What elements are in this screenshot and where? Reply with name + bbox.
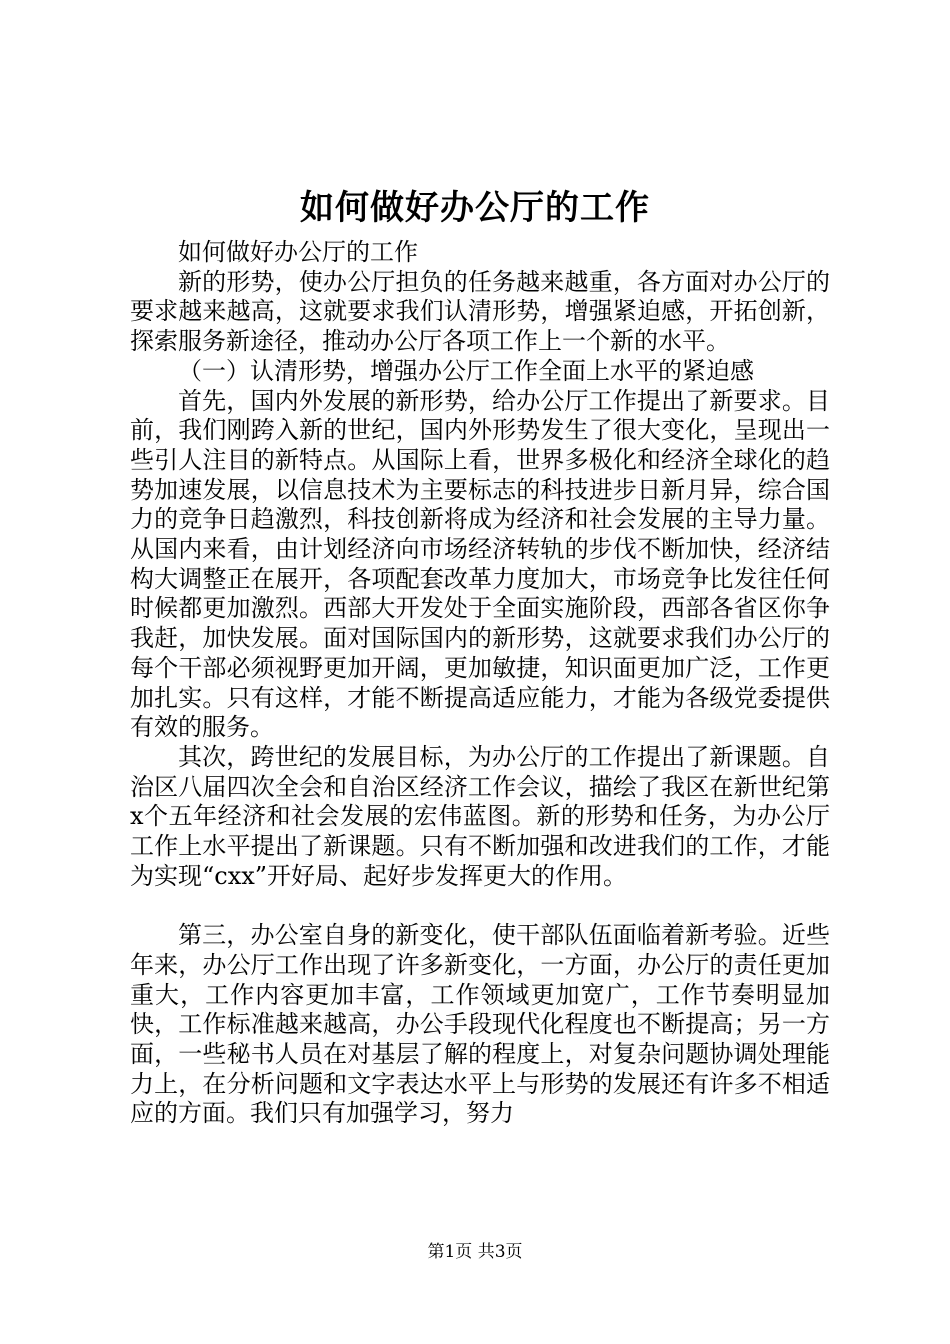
paragraph-first: 首先，国内外发展的新形势，给办公厅工作提出了新要求。目前，我们刚跨入新的世纪，国内外形势发生了很大变化，呈现出一些引人注目的新特点。从国际上看，世界多极化和经济全球化的趋势加速发展，以信息技术为主要标志的科技进步日新月异，综合国力的竞争日趋激烈，科技创新将成为经济和社会发展的主导力量。从国内来看，由计划经济向市场经济转轨的步伐不断加快，经济结构大调整正在展开，各项配套改革力度加大，市场竞争比发往任何时候都更加激烈。西部大开发处于全面实施阶段，西部各省区你争我赶，加快发展。面对国际国内的新形势，这就要求我们办公厅的每个干部必须视野更加开阔，更加敏捷，知识面更加广泛，工作更加扎实。只有这样，才能不断提高适应能力，才能为各级党委提供有效的服务。: [130, 386, 830, 742]
section-heading-1: （一）认清形势，增强办公厅工作全面上水平的紧迫感: [178, 356, 754, 385]
page-number-footer: 第1页 共3页: [427, 1242, 523, 1262]
paragraph-second: 其次，跨世纪的发展目标，为办公厅的工作提出了新课题。自治区八届四次全会和自治区经济工作会议，描绘了我区在新世纪第x个五年经济和社会发展的宏伟蓝图。新的形势和任务，为办公厅工作上水平提出了新课题。只有不断加强和改进我们的工作，才能为实现“cxx”开好局、起好步发挥更大的作用。: [130, 742, 830, 890]
document-body: [130, 238, 830, 1129]
document-title: 如何做好办公厅的工作: [300, 188, 650, 228]
paragraph-heading: 如何做好办公厅的工作: [178, 238, 418, 266]
paragraph-intro: 新的形势，使办公厅担负的任务越来越重，各方面对办公厅的要求越来越高，这就要求我们认清形势，增强紧迫感，开拓创新，探索服务新途径，推动办公厅各项工作上一个新的水平。: [130, 267, 830, 356]
paragraph-third: 第三，办公室自身的新变化，使干部队伍面临着新考验。近些年来，办公厅工作出现了许多新变化，一方面，办公厅的责任更加重大，工作内容更加丰富，工作领域更加宽广，工作节奏明显加快，工作标准越来越高，办公手段现代化程度也不断提高；另一方面，一些秘书人员在对基层了解的程度上，对复杂问题协调处理能力上，在分析问题和文字表达水平上与形势的发展还有许多不相适应的方面。我们只有加强学习，努力: [130, 921, 830, 1128]
